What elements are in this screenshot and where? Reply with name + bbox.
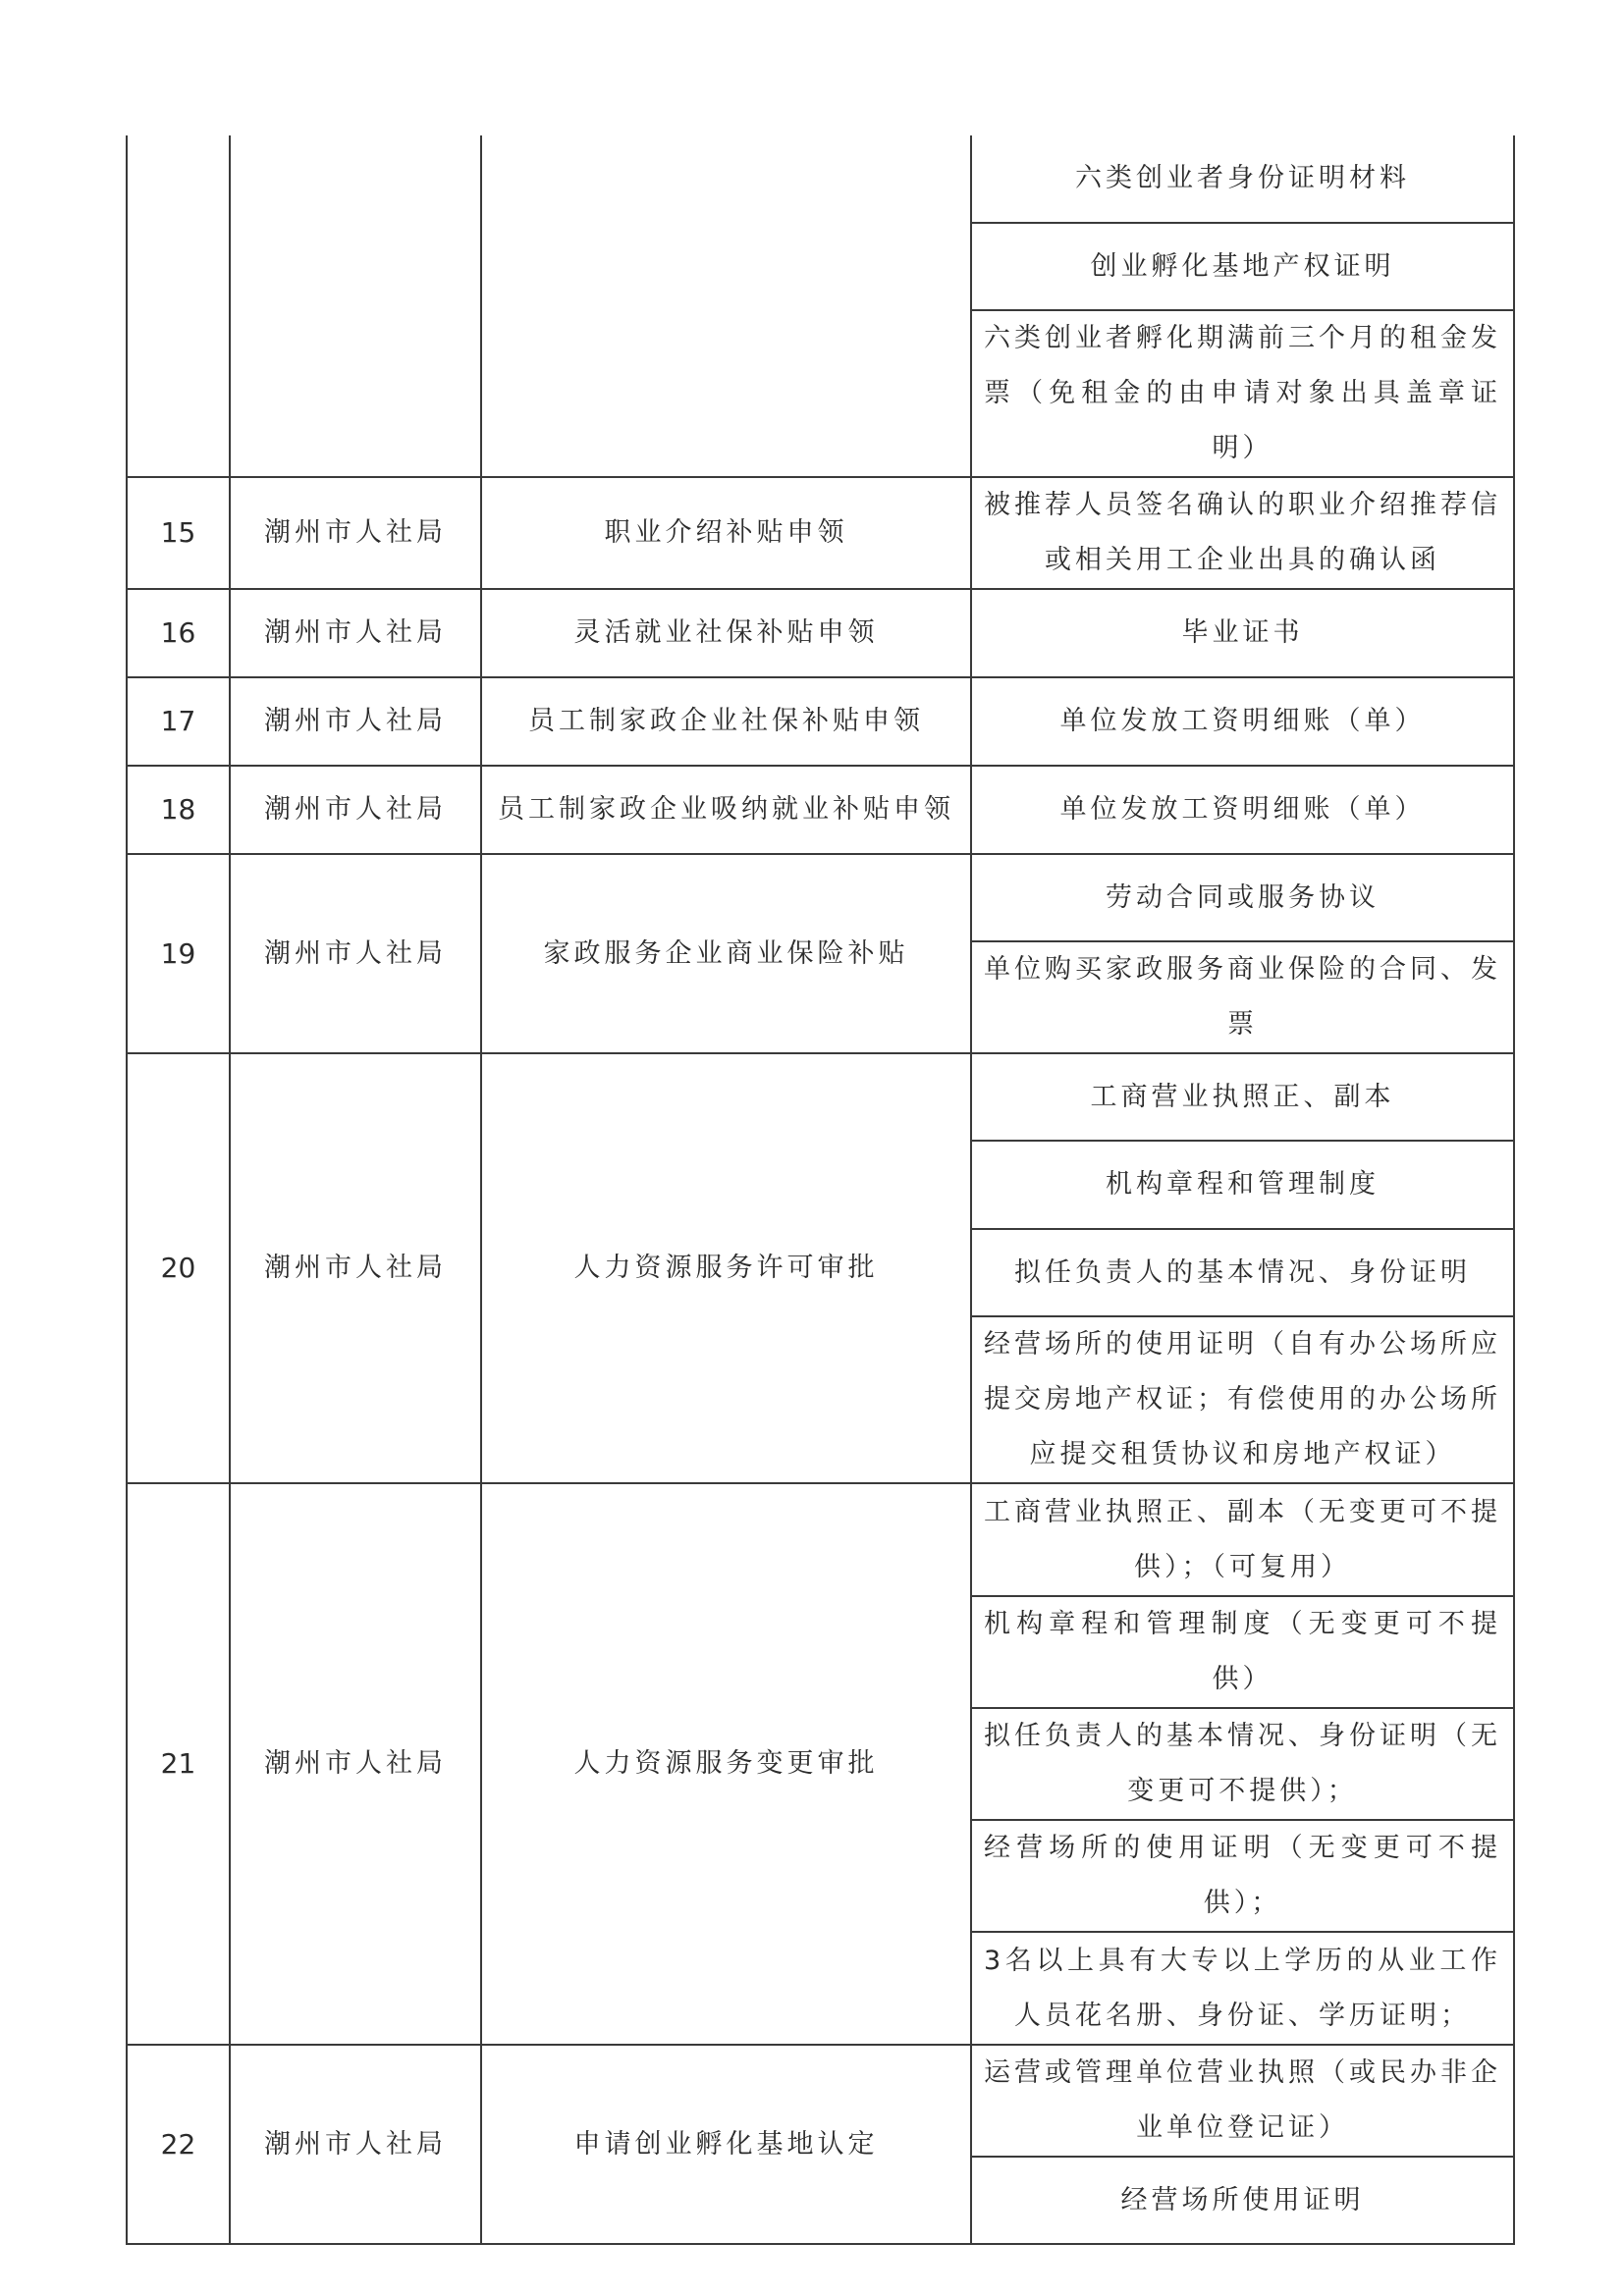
cell-dept: 潮州市人社局 bbox=[230, 1053, 481, 1483]
cell-material: 毕业证书 bbox=[971, 589, 1514, 677]
cell-no: 20 bbox=[127, 1053, 230, 1483]
cell-dept: 潮州市人社局 bbox=[230, 677, 481, 766]
table-row bbox=[127, 854, 1514, 941]
cell-dept: 潮州市人社局 bbox=[230, 1483, 481, 2045]
cell-dept-continued bbox=[230, 135, 481, 477]
table-row bbox=[127, 477, 1514, 589]
cell-material: 3名以上具有大专以上学历的从业工作人员花名册、身份证、学历证明； bbox=[971, 1932, 1514, 2045]
cell-no: 18 bbox=[127, 766, 230, 854]
cell-no: 15 bbox=[127, 477, 230, 589]
cell-item: 职业介绍补贴申领 bbox=[481, 477, 971, 589]
cell-material: 运营或管理单位营业执照（或民办非企业单位登记证） bbox=[971, 2045, 1514, 2157]
cell-no: 19 bbox=[127, 854, 230, 1053]
cell-material: 六类创业者身份证明材料 bbox=[971, 135, 1514, 223]
cell-material: 机构章程和管理制度（无变更可不提供） bbox=[971, 1596, 1514, 1708]
cell-no: 16 bbox=[127, 589, 230, 677]
cell-material: 创业孵化基地产权证明 bbox=[971, 223, 1514, 310]
cell-material: 经营场所的使用证明（无变更可不提供）； bbox=[971, 1820, 1514, 1932]
cell-material: 拟任负责人的基本情况、身份证明（无变更可不提供）； bbox=[971, 1708, 1514, 1820]
cell-material: 单位购买家政服务商业保险的合同、发票 bbox=[971, 941, 1514, 1053]
table-row bbox=[127, 589, 1514, 677]
cell-material: 经营场所的使用证明（自有办公场所应提交房地产权证；有偿使用的办公场所应提交租赁协议和房地产权证） bbox=[971, 1316, 1514, 1483]
cell-no: 17 bbox=[127, 677, 230, 766]
cell-item: 人力资源服务变更审批 bbox=[481, 1483, 971, 2045]
cell-item: 灵活就业社保补贴申领 bbox=[481, 589, 971, 677]
cell-dept: 潮州市人社局 bbox=[230, 766, 481, 854]
cell-material: 被推荐人员签名确认的职业介绍推荐信或相关用工企业出具的确认函 bbox=[971, 477, 1514, 589]
cell-material: 经营场所使用证明 bbox=[971, 2157, 1514, 2244]
table-row bbox=[127, 2045, 1514, 2157]
cell-material: 工商营业执照正、副本（无变更可不提供）；（可复用） bbox=[971, 1483, 1514, 1596]
table-row bbox=[127, 677, 1514, 766]
cell-dept: 潮州市人社局 bbox=[230, 589, 481, 677]
cell-item-continued bbox=[481, 135, 971, 477]
cell-item: 人力资源服务许可审批 bbox=[481, 1053, 971, 1483]
cell-item: 员工制家政企业吸纳就业补贴申领 bbox=[481, 766, 971, 854]
cell-material: 拟任负责人的基本情况、身份证明 bbox=[971, 1229, 1514, 1316]
cell-material: 劳动合同或服务协议 bbox=[971, 854, 1514, 941]
cell-no: 21 bbox=[127, 1483, 230, 2045]
cell-item: 家政服务企业商业保险补贴 bbox=[481, 854, 971, 1053]
cell-item: 申请创业孵化基地认定 bbox=[481, 2045, 971, 2244]
table-row bbox=[127, 1483, 1514, 1596]
cell-material: 机构章程和管理制度 bbox=[971, 1141, 1514, 1229]
cell-material: 单位发放工资明细账（单） bbox=[971, 766, 1514, 854]
cell-dept: 潮州市人社局 bbox=[230, 854, 481, 1053]
cell-material: 工商营业执照正、副本 bbox=[971, 1053, 1514, 1141]
materials-table bbox=[126, 135, 1515, 2245]
cell-dept: 潮州市人社局 bbox=[230, 2045, 481, 2244]
cell-item: 员工制家政企业社保补贴申领 bbox=[481, 677, 971, 766]
cell-no: 22 bbox=[127, 2045, 230, 2244]
cell-material: 六类创业者孵化期满前三个月的租金发票（免租金的由申请对象出具盖章证明） bbox=[971, 310, 1514, 477]
table-row bbox=[127, 1053, 1514, 1141]
table-row bbox=[127, 766, 1514, 854]
table-row bbox=[127, 135, 1514, 223]
cell-material: 单位发放工资明细账（单） bbox=[971, 677, 1514, 766]
cell-dept: 潮州市人社局 bbox=[230, 477, 481, 589]
cell-no-continued bbox=[127, 135, 230, 477]
